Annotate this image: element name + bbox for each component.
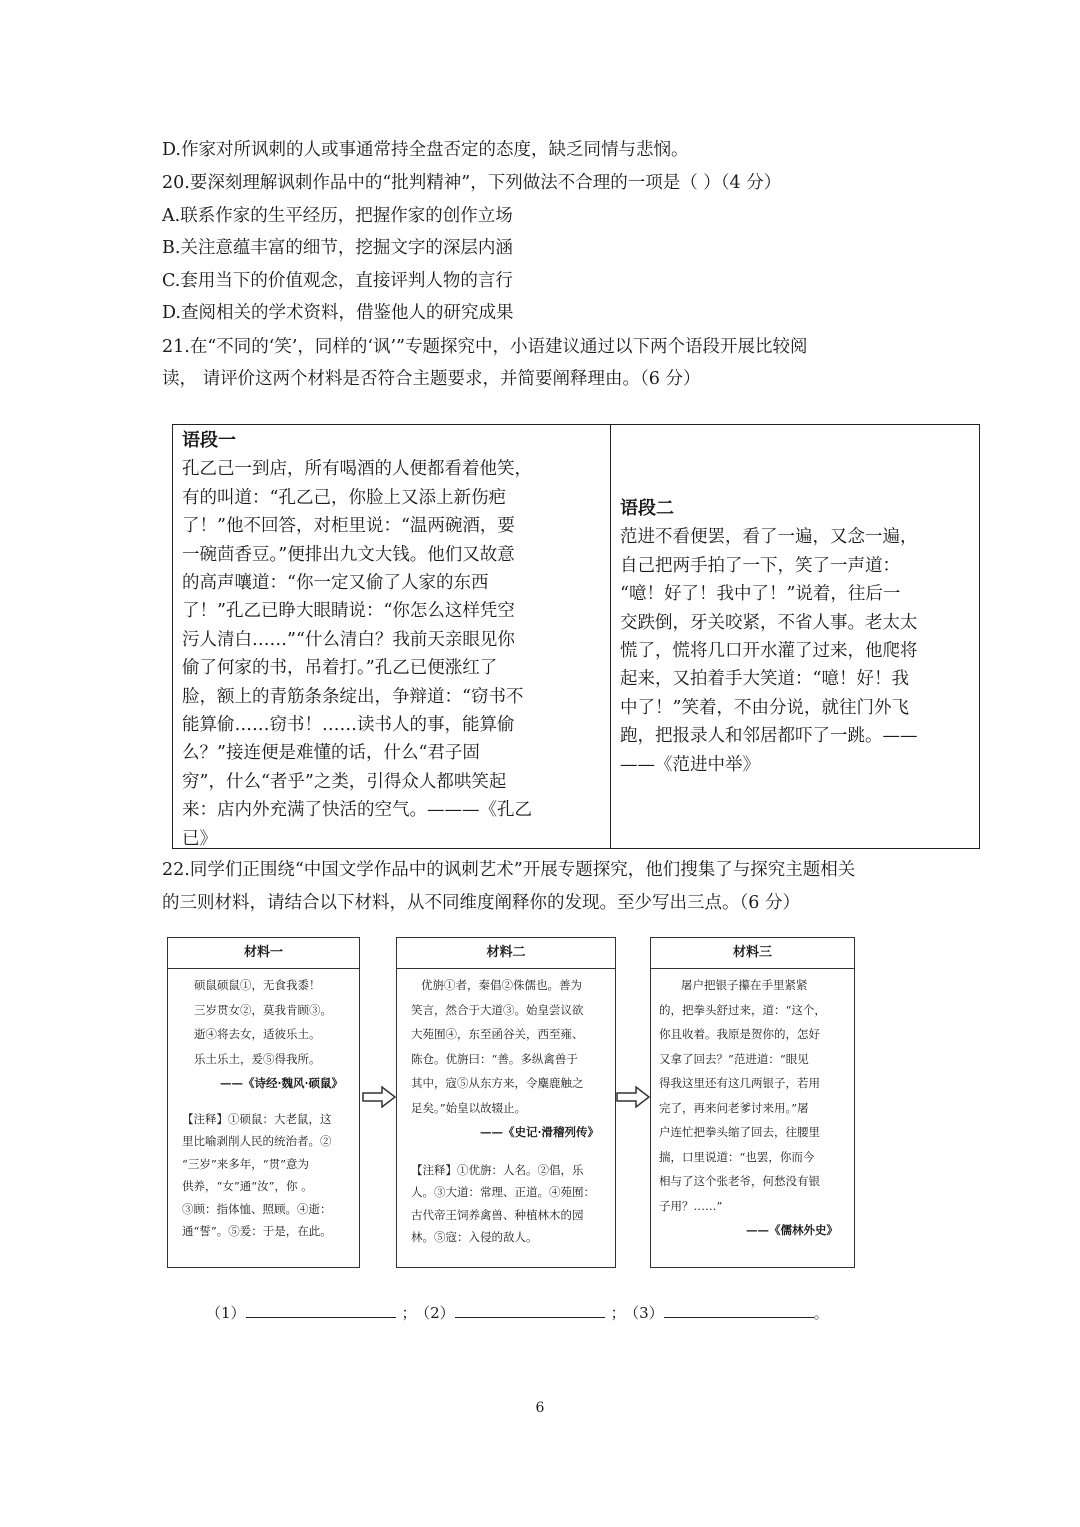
material-one-note: 供养，“女”通“汝”，你 。 xyxy=(182,1179,313,1193)
passage-one-line: 么？”接连便是难懂的话，什么“君子固 xyxy=(182,743,480,764)
material-three-title: 材料三 xyxy=(651,938,854,969)
option-d-q20: D.查阅相关的学术资料，借鉴他人的研究成果 xyxy=(162,303,514,323)
material-two-note: 古代帝王饲养禽兽、种植林木的园 xyxy=(411,1207,584,1222)
passage-one-line: 脸，额上的青筋条条绽出，争辩道：“窃书不 xyxy=(182,686,524,707)
material-two-note: 【注释】①优旃：人名。②倡，乐 xyxy=(411,1162,584,1177)
passage-two-line: 中了！”笑着，不由分说，就往门外飞 xyxy=(620,697,909,718)
material-three-line: 屠户把银子攥在手里紧紧 xyxy=(681,978,808,992)
material-two-line: 陈仓。优旃曰：“善。多纵禽兽于 xyxy=(411,1051,578,1066)
material-two-line: 笑言，然合于大道③。始皇尝议欲 xyxy=(411,1002,584,1017)
material-one-source: ——《诗经·魏风·硕鼠》 xyxy=(219,1076,343,1090)
material-one-line: 硕鼠硕鼠①，无食我黍！ xyxy=(194,978,321,992)
material-three-line: 户连忙把拳头缩了回去，往腰里 xyxy=(659,1125,820,1139)
material-three-line: 完了，再来问老爹讨来用。”屠 xyxy=(659,1100,809,1115)
passage-one-line: 能算偷……窃书！……读书人的事，能算偷 xyxy=(182,715,515,736)
material-three-line: 的，把拳头舒过来，道：“这个， xyxy=(659,1002,826,1017)
arrow-right-icon xyxy=(616,1086,650,1108)
passage-one-line: 已》 xyxy=(182,828,217,849)
option-d-q19: D.作家对所讽刺的人或事通常持全盘否定的态度，缺乏同情与悲悯。 xyxy=(162,140,689,160)
material-three-line: 得我这里还有这几两银子，若用 xyxy=(659,1076,820,1090)
passage-one xyxy=(182,427,600,853)
question-22-stem-2: 的三则材料，请结合以下材料，从不同维度阐释你的发现。至少写出三点。（6 分） xyxy=(162,893,800,913)
passage-one-line: 偷了何家的书，吊着打。”孔乙已便涨红了 xyxy=(182,658,498,679)
answer-blank-2[interactable] xyxy=(455,1303,605,1318)
material-one-box xyxy=(167,937,360,1268)
material-three-line: 又拿了回去？”范进道：“眼见 xyxy=(659,1051,809,1066)
answer-blank-3[interactable] xyxy=(664,1303,814,1318)
passage-one-line: 一碗茴香豆。”便排出九文大钱。他们又故意 xyxy=(182,544,515,565)
option-a-q20: A.联系作家的生平经历，把握作家的创作立场 xyxy=(162,206,513,226)
passage-two-heading: 语段二 xyxy=(620,498,674,519)
material-one-line: 三岁贯女②，莫我肯顾③。 xyxy=(194,1002,332,1017)
passage-two xyxy=(620,495,972,779)
answer-blanks xyxy=(206,1302,829,1323)
question-21-stem-2: 读， 请评价这两个材料是否符合主题要求，并简要阐释理由。（6 分） xyxy=(162,369,701,389)
material-one-note: 里比喻剥削人民的统治者。② xyxy=(182,1134,332,1148)
option-c-q20: C.套用当下的价值观念，直接评判人物的言行 xyxy=(162,271,513,291)
passage-two-line: 自己把两手拍了一下，笑了一声道： xyxy=(620,555,900,576)
option-b-q20: B.关注意蕴丰富的细节，挖掘文字的深层内涵 xyxy=(162,238,513,258)
blank-label-3: （3） xyxy=(631,1304,664,1322)
material-one-note: 通“誓”。⑤爰：于是，在此。 xyxy=(182,1224,332,1238)
blank-end: 。 xyxy=(813,1304,829,1322)
passage-two-line: 范进不看便罢，看了一遍，又念一遍， xyxy=(620,527,918,548)
passage-two-line: ——《范进中举》 xyxy=(620,754,760,775)
passage-one-line: 孔乙己一到店，所有喝酒的人便都看着他笑， xyxy=(182,459,532,480)
material-two-line: 足矣。”始皇以故辍止。 xyxy=(411,1100,527,1115)
passage-one-line: 的高声嚷道：“你一定又偷了人家的东西 xyxy=(182,573,489,594)
material-two-note: 林。⑤寇：入侵的敌人。 xyxy=(411,1230,538,1244)
material-one-line: 逝④将去女，适彼乐土。 xyxy=(194,1027,321,1041)
material-one-note: 【注释】①硕鼠：大老鼠，这 xyxy=(182,1111,332,1126)
passage-one-line: 了！”孔乙已睁大眼睛说：“你怎么这样凭空 xyxy=(182,601,515,622)
passage-two-line: 交跌倒，牙关咬紧，不省人事。老太太 xyxy=(620,612,918,633)
material-two-title: 材料二 xyxy=(397,938,615,969)
question-20-stem: 20.要深刻理解讽刺作品中的“批判精神”，下列做法不合理的一项是（ ）（4 分） xyxy=(162,173,782,193)
material-one-title: 材料一 xyxy=(168,938,359,969)
material-two-line: 大苑囿④，东至函谷关，西至雍、 xyxy=(411,1027,584,1041)
passage-two-line: 起来，又拍着手大笑道：“噫！好！我 xyxy=(620,669,909,690)
passage-two-line: 慌了，慌将几口开水灌了过来，他爬将 xyxy=(620,641,918,662)
passage-one-line: 来：店内外充满了快活的空气。———《孔乙 xyxy=(182,800,532,821)
question-21-stem-1: 21.在“不同的‘笑’，同样的‘讽’”专题探究中，小语建议通过以下两个语段开展比较阅 xyxy=(162,337,808,357)
material-three-source: ——《儒林外史》 xyxy=(746,1223,838,1237)
blank-separator: ； xyxy=(610,1304,626,1322)
material-two-box xyxy=(396,937,616,1268)
arrow-right-icon xyxy=(362,1086,396,1108)
material-two-line: 其中，寇⑤从东方来，令麋鹿触之 xyxy=(411,1076,584,1090)
blank-label-1: （1） xyxy=(206,1304,246,1322)
material-two-source: ——《史记·滑稽列传》 xyxy=(479,1125,599,1139)
blank-label-2: （2） xyxy=(422,1304,455,1322)
passage-one-heading: 语段一 xyxy=(182,430,236,451)
material-three-line: 你且收着。我原是贺你的，怎好 xyxy=(659,1027,820,1041)
material-three-line: 子用？……” xyxy=(659,1198,723,1213)
blank-separator: ； xyxy=(401,1304,417,1322)
material-three-box xyxy=(650,937,855,1268)
question-22-stem-1: 22.同学们正围绕“中国文学作品中的讽刺艺术”开展专题探究，他们搜集了与探究主题相关 xyxy=(162,860,856,880)
material-two-line: 优旃①者，秦倡②侏儒也。善为 xyxy=(421,978,582,992)
passage-two-line: “噫！好了！我中了！”说着，往后一 xyxy=(620,584,901,605)
material-three-line: 相与了这个张老爷，何愁没有银 xyxy=(659,1174,820,1188)
passage-table xyxy=(172,424,980,849)
passage-two-line: 跑，把报录人和邻居都吓了一跳。—— xyxy=(620,726,918,747)
passage-one-line: 污人清白……”“什么清白？我前天亲眼见你 xyxy=(182,629,515,650)
table-divider xyxy=(610,425,611,848)
passage-one-line: 穷”，什么“者乎”之类，引得众人都哄笑起 xyxy=(182,771,507,792)
passage-one-line: 了！”他不回答，对柜里说：“温两碗酒，要 xyxy=(182,516,515,537)
material-three-line: 揣，口里说道：“也罢，你而今 xyxy=(659,1149,815,1164)
material-one-note: ③顾：指体恤、照顾。④逝： xyxy=(182,1201,332,1216)
page-number: 6 xyxy=(535,1400,545,1416)
passage-one-line: 有的叫道：“孔乙己，你脸上又添上新伤疤 xyxy=(182,487,506,508)
answer-blank-1[interactable] xyxy=(246,1303,396,1318)
material-two-note: 人。③大道：常理、正道。④苑囿： xyxy=(411,1185,595,1199)
material-one-line: 乐土乐土，爰⑤得我所。 xyxy=(194,1051,321,1066)
material-one-note: “三岁”来多年，“贯”意为 xyxy=(182,1156,310,1171)
